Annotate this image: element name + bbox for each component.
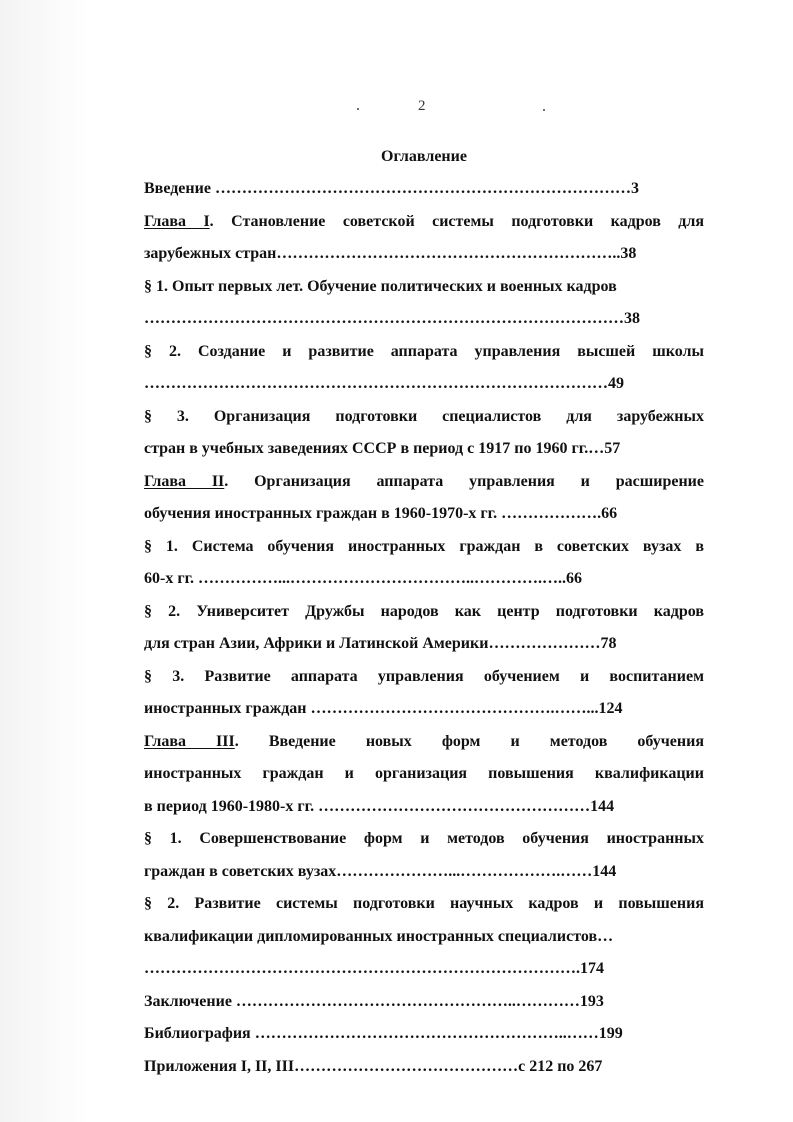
toc-section-1-1: § 1. Опыт первых лет. Обучение политических и военных кадров: [144, 277, 617, 295]
scan-speck: [357, 108, 359, 110]
page-title: Оглавление: [381, 148, 467, 165]
toc-section-3-2-page: ……………………………………………………………………….174: [144, 960, 604, 977]
toc-section-1-3: § 3. Организация подготовки специалистов для зарубежных: [144, 407, 704, 425]
toc-section-3-1: § 1. Совершенствование форм и методов обучения иностранных: [144, 830, 704, 847]
chapter-2-title: . Организация аппарата управления и расширение: [224, 472, 704, 490]
toc-section-3-2-cont: квалификации дипломированных иностранных специалистов…: [144, 927, 614, 945]
toc-chapter-1: [144, 206, 704, 239]
chapter-3-label: Глава III: [144, 732, 235, 750]
toc-entry-appendices: Приложения I, II, III……………………………………с 212 по 267: [144, 1057, 603, 1075]
toc-entry-bibliography: Библиография …………………………………………………..……199: [144, 1025, 623, 1042]
toc-chapter-3-page: в период 1960-1980-х гг. ……………………………………………144: [144, 797, 615, 815]
chapter-3-title: . Введение новых форм и методов обучения: [234, 732, 704, 750]
toc-section-1-2: § 2. Создание и развитие аппарата управления высшей школы: [144, 342, 704, 360]
toc-section-1-1-page: ………………………………………………………………………………38: [144, 310, 640, 327]
toc-entry-conclusion: Заключение ……………………………………………..…………193: [144, 992, 604, 1010]
toc-chapter-3-cont: иностранных граждан и организация повышения квалификации: [144, 765, 704, 782]
toc-chapter-1-cont: зарубежных стран………………………………………………………..38: [144, 245, 637, 262]
toc-chapter-2-cont: обучения иностранных граждан в 1960-1970-х гг. ……………….66: [144, 505, 618, 522]
scan-speck: [543, 109, 545, 111]
toc-section-2-1: § 1. Система обучения иностранных граждан в советских вузах в: [144, 537, 704, 555]
toc-section-2-3: § 3. Развитие аппарата управления обучением и воспитанием: [144, 667, 704, 685]
toc-section-1-2-page: ……………………………………………………………………………49: [144, 375, 624, 392]
toc-section-2-2: § 2. Университет Дружбы народов как центр подготовки кадров: [144, 602, 704, 620]
toc-chapter-2: [144, 466, 704, 499]
scan-margin-shadow: [0, 0, 88, 1122]
toc-section-3-1-cont: граждан в советских вузах…………………...……………….……144: [144, 862, 617, 880]
toc-section-2-3-cont: иностранных граждан ……………………………………….……...124: [144, 700, 623, 717]
chapter-1-label: Глава I: [144, 212, 210, 230]
toc-section-2-1-page: 60-х гг. ……………...……………………………..………….…..66: [144, 570, 583, 587]
page-number: 2: [418, 98, 426, 114]
chapter-2-label: Глава II: [144, 472, 225, 490]
table-of-contents: [144, 173, 704, 1083]
toc-chapter-3: [144, 726, 704, 759]
chapter-1-title: . Становление советской системы подготовки кадров для: [209, 212, 704, 230]
toc-section-2-2-cont: для стран Азии, Африки и Латинской Америки…………………78: [144, 635, 617, 652]
toc-section-1-3-cont: стран в учебных заведениях СССР в период с 1917 по 1960 гг.…57: [144, 440, 621, 457]
toc-section-3-2: § 2. Развитие системы подготовки научных кадров и повышения: [144, 895, 704, 912]
toc-entry-introduction: Введение ……………………………………………………………………3: [144, 180, 639, 197]
